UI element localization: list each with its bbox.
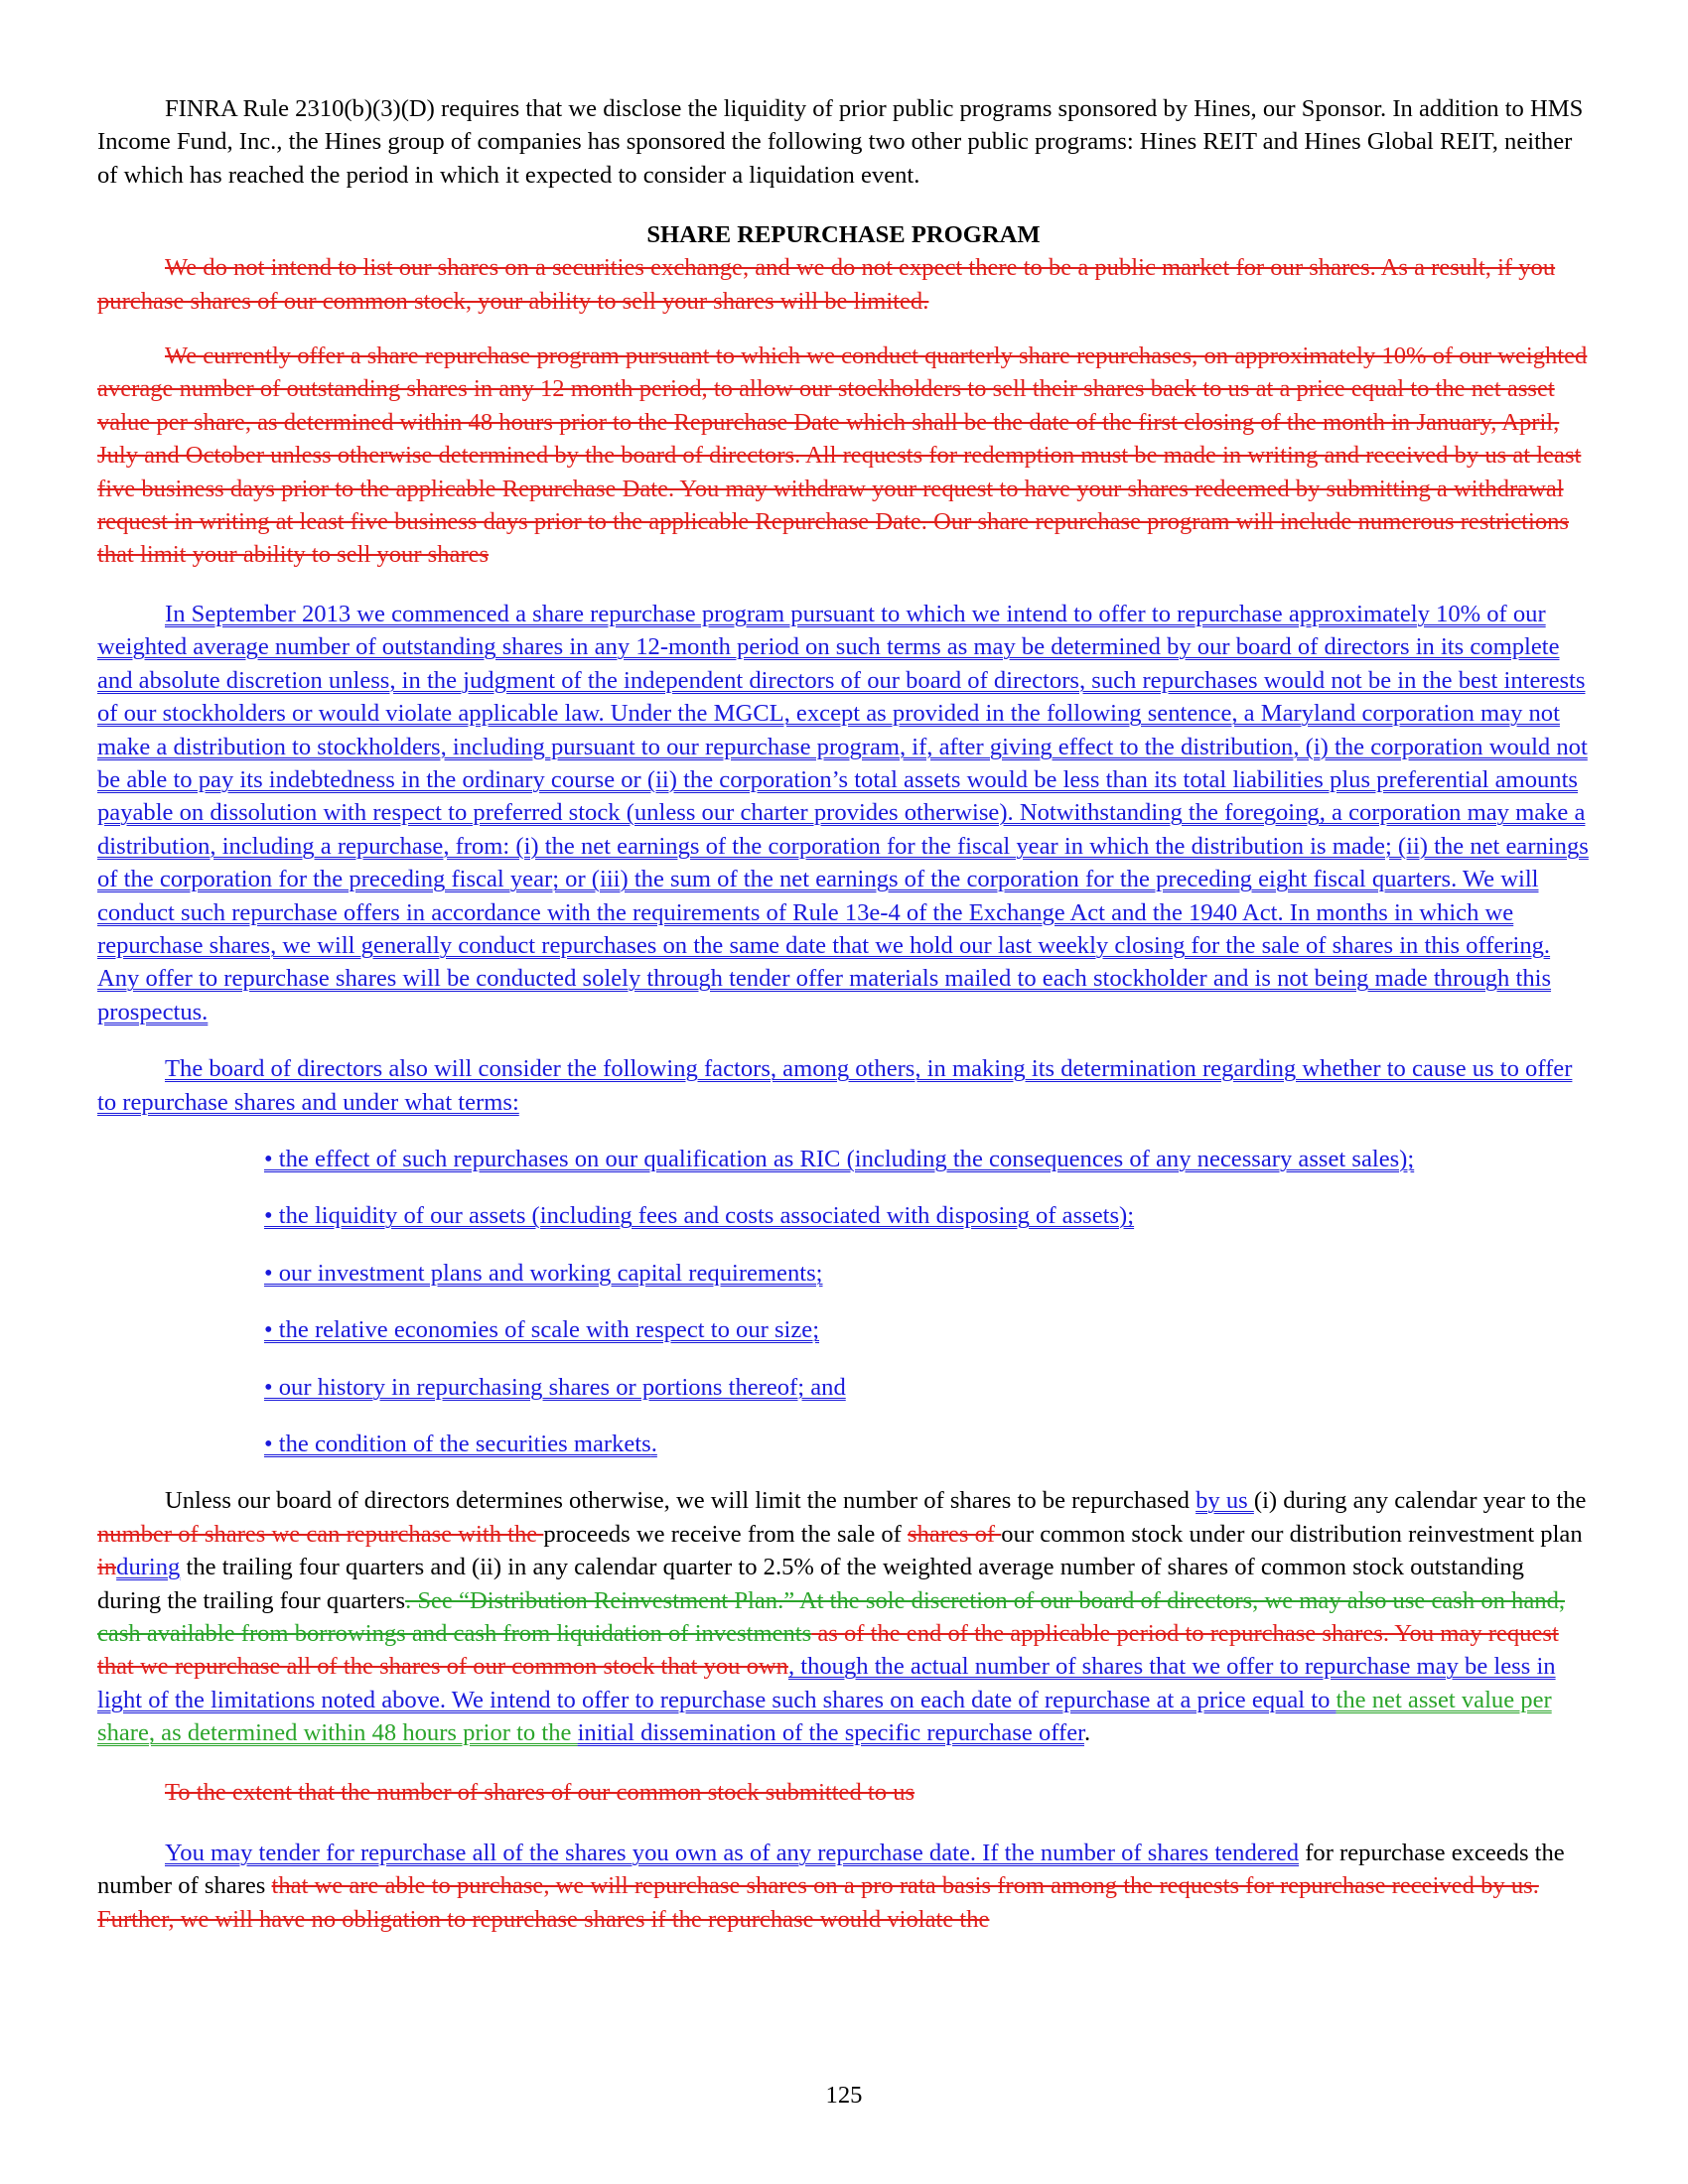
text-run: for repurchase exceeds the number of shares xyxy=(97,1840,1565,1900)
list-item xyxy=(264,1313,1590,1346)
inserted-text: The board of directors also will consider the following factors, among others, in making its determination regarding whether to cause us to offer to repurchase shares and under what terms: xyxy=(97,1055,1573,1116)
deleted-text: shares of xyxy=(908,1520,1002,1548)
inserted-text: You may tender for repurchase all of the shares you own as of any repurchase date. If the number of shares tendered xyxy=(165,1840,1300,1867)
inserted-paragraph-1 xyxy=(97,598,1590,1028)
list-item-text: • our investment plans and working capital requirements; xyxy=(264,1259,823,1287)
inserted-text: by us xyxy=(1196,1487,1254,1515)
inserted-text: during xyxy=(116,1554,181,1581)
list-item-text: • the liquidity of our assets (including fees and costs associated with disposing of assets); xyxy=(264,1202,1135,1230)
list-item-text: • the relative economies of scale with respect to our size; xyxy=(264,1316,820,1344)
deleted-text: as of the end of the applicable period to repurchase shares. You may request that we repurchase all of the shares of our common stock that you own xyxy=(97,1620,1559,1681)
deleted-text: that we are able to purchase, we will repurchase shares on a pro rata basis from among the requests for repurchase received by us. Further, we will have no obligation to repurchase shares if the repurchase would violate the xyxy=(97,1872,1539,1933)
deleted-text: in xyxy=(97,1554,117,1581)
page-number: 125 xyxy=(825,2082,863,2109)
factor-list xyxy=(97,1143,1590,1460)
inserted-paragraph-2 xyxy=(97,1052,1590,1119)
text-run: Unless our board of directors determines otherwise, we will limit the number of shares to be repurchased xyxy=(165,1487,1196,1515)
text-run: (i) during any calendar year to the xyxy=(1253,1487,1587,1515)
list-item xyxy=(264,1428,1590,1460)
list-item-text: • our history in repurchasing shares or portions thereof; and xyxy=(264,1373,846,1401)
text-run: the trailing four quarters and (ii) in any calendar quarter to 2.5% of the weighted average number of shares of common stock outstanding during the trailing four quarters xyxy=(97,1554,1524,1614)
moved-to-text: the net asset value per share, as determined within 48 hours prior to the xyxy=(97,1686,1552,1747)
moved-from-text: . See “Distribution Reinvestment Plan.” At the sole discretion of our board of directors, we may also use cash on hand, cash available from borrowings and cash from liquidation of investments xyxy=(97,1586,1566,1648)
text-run: our common stock under our distribution reinvestment plan xyxy=(1001,1520,1583,1548)
section-heading: SHARE REPURCHASE PROGRAM xyxy=(646,221,1041,249)
deleted-paragraph-1: We do not intend to list our shares on a securities exchange, and we do not expect there to be a public market for our shares. As a result, if you purchase shares of our common stock, your ability to sell your shares will be limited. xyxy=(97,254,1556,315)
inserted-text: initial dissemination of the specific repurchase offer xyxy=(577,1719,1084,1747)
repurchase-limit-paragraph xyxy=(97,1484,1590,1749)
text-run: proceeds we receive from the sale of xyxy=(543,1520,909,1548)
deleted-paragraph-2: We currently offer a share repurchase program pursuant to which we conduct quarterly share repurchases, on approximately 10% of our weighted average number of outstanding shares in any 12 month period, to allow our stockholders to sell their shares back to us at a price equal to the net asset value per share, as determined within 48 hours prior to the Repurchase Date which shall be the date of the first closing of the month in January, April, July and October unless otherwise determined by the board of directors. All requests for redemption must be made in writing and received by us at least five business days prior to the applicable Repurchase Date. You may withdraw your request to have your shares redeemed by submitting a withdrawal request in writing at least five business days prior to the applicable Repurchase Date. Our share repurchase program will include numerous restrictions that limit your ability to sell your shares xyxy=(97,342,1588,569)
list-item-text: • the effect of such repurchases on our qualification as RIC (including the consequences of any necessary asset sales); xyxy=(264,1145,1415,1172)
list-item-text: • the condition of the securities markets xyxy=(264,1431,651,1457)
deleted-paragraph-3: To the extent that the number of shares of our common stock submitted to us xyxy=(165,1778,915,1806)
tender-paragraph xyxy=(97,1837,1590,1936)
list-item xyxy=(264,1371,1590,1404)
list-item-tail: . xyxy=(650,1431,657,1457)
text-run: . xyxy=(1083,1719,1091,1747)
intro-paragraph: FINRA Rule 2310(b)(3)(D) requires that we disclose the liquidity of prior public programs sponsored by Hines, our Sponsor. In addition to HMS Income Fund, Inc., the Hines group of companies has sponsored the following two other public programs: Hines REIT and Hines Global REIT, neither of which has reached the period in which it expected to consider a liquidation event. xyxy=(97,95,1584,189)
list-item xyxy=(264,1257,1590,1290)
list-item xyxy=(264,1199,1590,1232)
list-item xyxy=(264,1143,1590,1175)
deleted-text: number of shares we can repurchase with the xyxy=(97,1520,544,1548)
inserted-text: , though the actual number of shares that we offer to repurchase may be less in light of the limitations noted above. We intend to offer to repurchase such shares on each date of repurchase at a price equal to xyxy=(97,1653,1556,1713)
document-page xyxy=(97,92,1590,1936)
inserted-text: In September 2013 we commenced a share repurchase program pursuant to which we intend to offer to repurchase approximately 10% of our weighted average number of outstanding shares in any 12-month period on such terms as may be determined by our board of directors in its complete and absolute discretion unless, in the judgment of the independent directors of our board of directors, such repurchases would not be in the best interests of our stockholders or would violate applicable law. Under the MGCL, except as provided in the following sentence, a Maryland corporation may not make a distribution to stockholders, including pursuant to our repurchase program, if, after giving effect to the distribution, (i) the corporation would not be able to pay its indebtedness in the ordinary course or (ii) the corporation’s total assets would be less than its total liabilities plus preferential amounts payable on dissolution with respect to preferred stock (unless our charter provides otherwise). Notwithstanding the foregoing, a corporation may make a distribution, including a repurchase, from: (i) the net earnings of the corporation for the fiscal year in which the distribution is made; (ii) the net earnings of the corporation for the preceding fiscal year; or (iii) the sum of the net earnings of the corporation for the preceding eight fiscal quarters. We will conduct such repurchase offers in accordance with the requirements of Rule 13e-4 of the Exchange Act and the 1940 Act. In months in which we repurchase shares, we will generally conduct repurchases on the same date that we hold our last weekly closing for the sale of shares in this offering. Any offer to repurchase shares will be conducted solely through tender offer materials mailed to each stockholder and is not being made through this prospectus. xyxy=(97,600,1589,1025)
